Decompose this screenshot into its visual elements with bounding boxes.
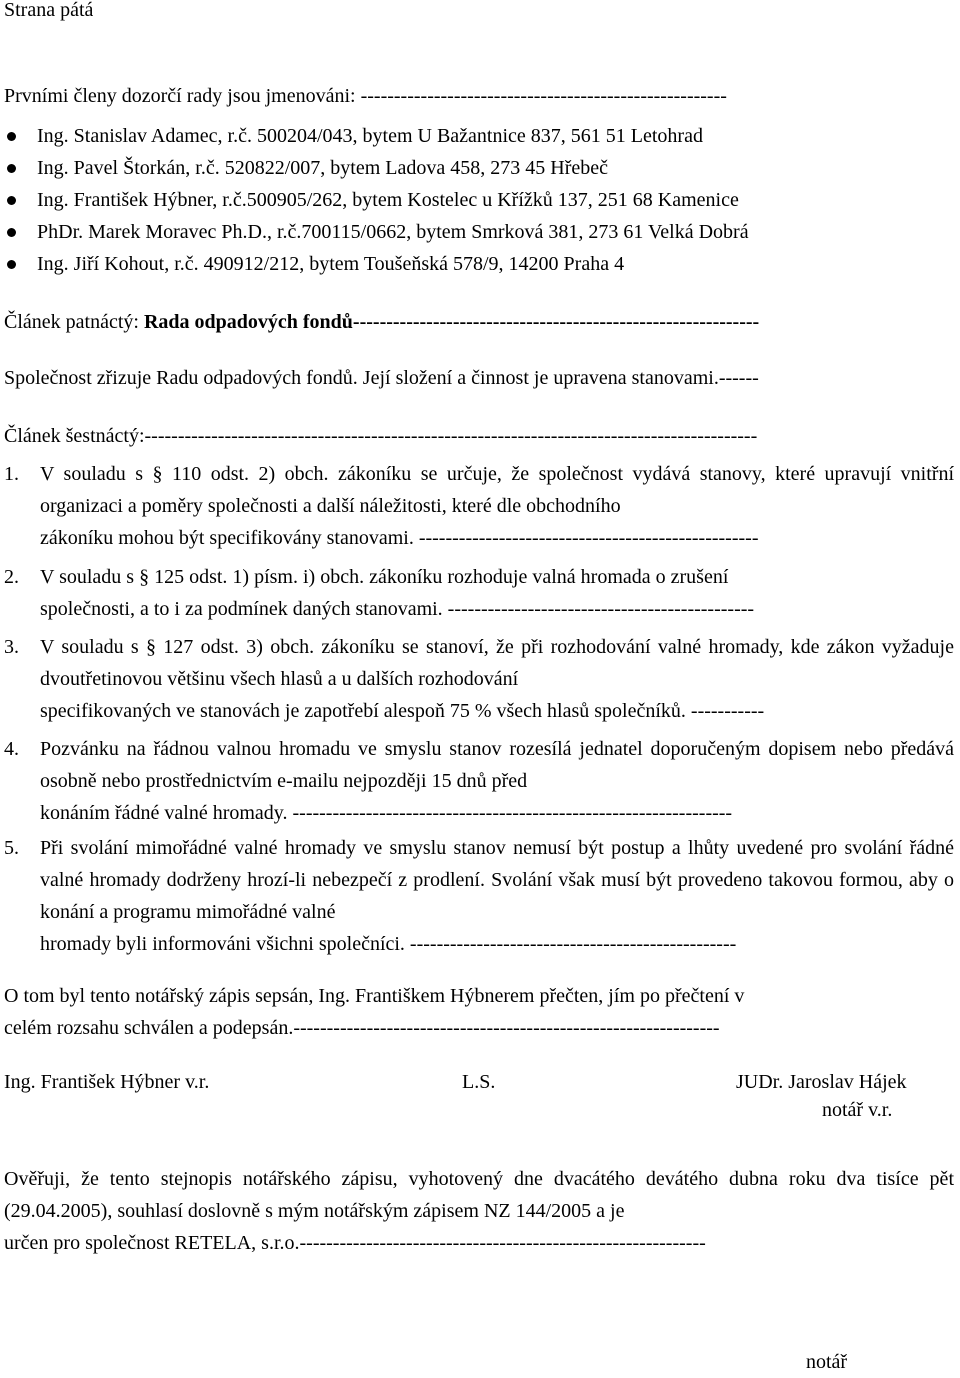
item-number: 5. [4,837,19,859]
article-16-item-2 [4,561,954,625]
signature-notary-sub: notář v.r. [822,1099,893,1121]
item-text-last: hromady byli informováni všichni společníci. ------------------------------------------------- [40,933,737,955]
item-text-last: specifikovaných ve stanovách je zapotřebí alespoň 75 % všech hlasů společníků. ----------- [40,700,765,722]
item-text: V souladu s § 127 odst. 3) obch. zákoníku se stanoví, že při rozhodování valné hromady, kde zákon vyžaduje dvoutřetinovou většinu všech hlasů a u dalších rozhodování [40,636,954,690]
list-item: Ing. Jiří Kohout, r.č. 490912/212, bytem Toušeňská 578/9, 14200 Praha 4 [4,248,954,280]
list-item: Ing. František Hýbner, r.č.500905/262, bytem Kostelec u Křížků 137, 251 68 Kamenice [4,184,954,216]
article-16-item-4 [4,733,954,829]
page-title: Strana pátá [4,0,94,21]
list-item: Ing. Pavel Štorkán, r.č. 520822/007, bytem Ladova 458, 273 45 Hřebeč [4,152,954,184]
item-text-last: společnosti, a to i za podmínek daných stanovami. ---------------------------------------------- [40,598,755,620]
article-15-heading [4,306,759,338]
article-15-dashes: ------------------------------------------------------------- [352,311,760,333]
closing-text-last: celém rozsahu schválen a podepsán.---------------------------------------------------------------- [4,1017,720,1039]
list-item: Ing. Stanislav Adamec, r.č. 500204/043, bytem U Bažantnice 837, 561 51 Letohrad [4,120,954,152]
signature-notary: JUDr. Jaroslav Hájek [736,1071,907,1093]
item-text: Pozvánku na řádnou valnou hromadu ve smyslu stanov rozesílá jednatel doporučeným dopisem nebo předává osobně nebo prostřednictvím e-mailu nejpozději 15 dnů před [40,738,954,792]
article-16-heading: Článek šestnáctý:-------------------------------------------------------------------------------------------- [4,425,758,447]
list-item: PhDr. Marek Moravec Ph.D., r.č.700115/0662, bytem Smrková 381, 273 61 Velká Dobrá [4,216,954,248]
members-intro: Prvními členy dozorčí rady jsou jmenováni: ------------------------------------------------------- [4,85,727,107]
article-16-item-5 [4,832,954,960]
item-number: 1. [4,463,19,485]
signature-seal: L.S. [462,1071,496,1093]
certification-paragraph [4,1163,954,1259]
item-text: V souladu s § 125 odst. 1) písm. i) obch. zákoníku rozhoduje valná hromada o zrušení [40,566,729,588]
footer-signature: notář [806,1351,848,1373]
item-text-last: zákoníku mohou být specifikovány stanovami. --------------------------------------------------- [40,527,759,549]
article-15-prefix: Článek patnáctý: [4,311,144,333]
closing-text: O tom byl tento notářský zápis sepsán, Ing. Františkem Hýbnerem přečten, jím po přečtení v [4,985,745,1007]
article-15-title: Rada odpadových fondů [143,311,353,333]
certification-text: Ověřuji, že tento stejnopis notářského zápisu, vyhotovený dne dvacátého devátého dubna roku dva tisíce pět (29.04.2005), souhlasí doslovně s mým notářským zápisem NZ 144/2005 a je [4,1168,954,1222]
item-number: 4. [4,738,19,760]
article-16-item-3 [4,631,954,727]
item-text-last: konáním řádné valné hromady. ------------------------------------------------------------------ [40,802,733,824]
certification-text-last: určen pro společnost RETELA, s.r.o.------------------------------------------------------------- [4,1232,706,1254]
signature-client: Ing. František Hýbner v.r. [4,1071,210,1093]
item-text: Při svolání mimořádné valné hromady ve smyslu stanov nemusí být postup a lhůty uvedené pro svolání řádné valné hromady dodrženy hrozí-li nebezpečí z prodlení. Svolání však musí být provedeno takovou formou, aby o konání a programu mimořádné valné [40,837,954,923]
item-number: 2. [4,566,19,588]
item-number: 3. [4,636,19,658]
closing-paragraph [4,980,954,1044]
article-16-item-1 [4,458,954,554]
members-list [4,120,954,280]
article-15-text: Společnost zřizuje Radu odpadových fondů. Její složení a činnost je upravena stanovami.------ [4,367,759,389]
item-text: V souladu s § 110 odst. 2) obch. zákoníku se určuje, že společnost vydává stanovy, které upravují vnitřní organizaci a poměry společnosti a další náležitosti, které dle obchodního [40,463,954,517]
